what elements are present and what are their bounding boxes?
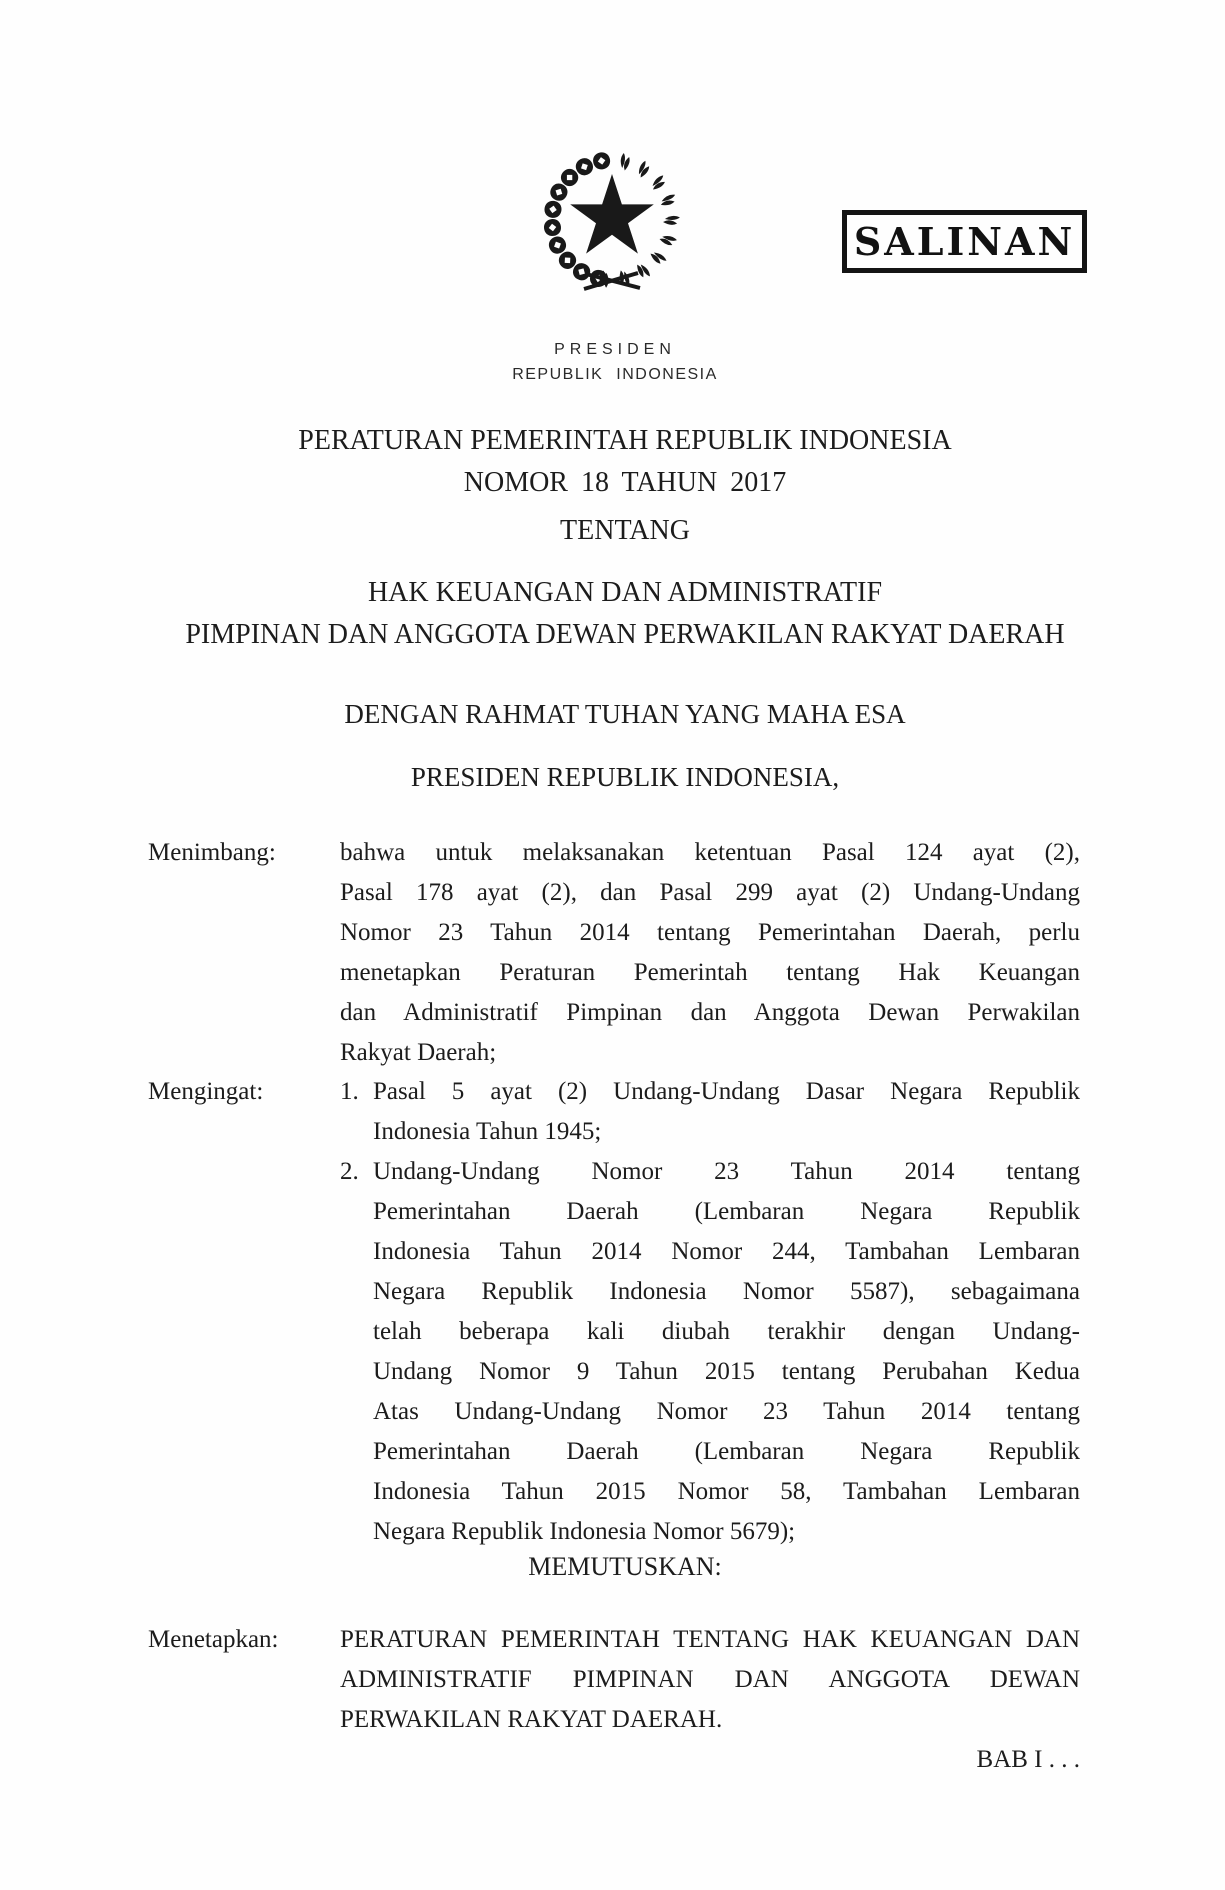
decision-heading: MEMUTUSKAN: bbox=[528, 1552, 722, 1581]
letterhead-republik-indonesia: REPUBLIK INDONESIA bbox=[512, 366, 718, 383]
text-line: Indonesia Tahun 2014 Nomor 244, Tambahan Lembaran bbox=[373, 1238, 1080, 1265]
list-item-number: 1. bbox=[340, 1078, 359, 1105]
salinan-stamp bbox=[842, 210, 1087, 273]
legal-basis-item-2 bbox=[340, 1152, 1080, 1552]
text-line: Rakyat Daerah; bbox=[340, 1039, 497, 1066]
title-tentang-line: TENTANG bbox=[560, 515, 690, 546]
legal-basis-item-1 bbox=[340, 1072, 1080, 1152]
enacting-label: Menetapkan: bbox=[148, 1626, 279, 1653]
legal-basis-item-1-text bbox=[373, 1072, 1080, 1152]
presidential-emblem bbox=[530, 148, 690, 298]
page-catchword: BAB I . . . bbox=[976, 1746, 1080, 1773]
invocation-line: DENGAN RAHMAT TUHAN YANG MAHA ESA bbox=[344, 699, 906, 729]
text-line: telah beberapa kali diubah terakhir dengan Undang- bbox=[373, 1318, 1080, 1345]
title-regulation-line: PERATURAN PEMERINTAH REPUBLIK INDONESIA bbox=[298, 425, 952, 456]
enacting-section bbox=[148, 1620, 1083, 1740]
text-line: PERWAKILAN RAKYAT DAERAH. bbox=[340, 1706, 723, 1733]
star-wreath-icon bbox=[530, 148, 690, 298]
text-line: Undang-Undang Nomor 23 Tahun 2014 tentang bbox=[373, 1158, 1080, 1185]
text-line: Pasal 5 ayat (2) Undang-Undang Dasar Negara Republik bbox=[373, 1078, 1080, 1105]
document-title bbox=[85, 424, 1165, 652]
text-line: bahwa untuk melaksanakan ketentuan Pasal 124 ayat (2), bbox=[340, 839, 1080, 866]
authority-line: PRESIDEN REPUBLIK INDONESIA, bbox=[410, 762, 840, 792]
recalling-section bbox=[148, 1072, 1083, 1552]
text-line: PERATURAN PEMERINTAH TENTANG HAK KEUANGAN DAN bbox=[340, 1626, 1080, 1653]
text-line: Atas Undang-Undang Nomor 23 Tahun 2014 tentang bbox=[373, 1398, 1080, 1425]
text-line: Negara Republik Indonesia Nomor 5679); bbox=[373, 1518, 796, 1545]
text-line: Indonesia Tahun 2015 Nomor 58, Tambahan Lembaran bbox=[373, 1478, 1080, 1505]
letterhead bbox=[315, 337, 915, 387]
text-line: Indonesia Tahun 1945; bbox=[373, 1118, 602, 1145]
title-subject-line-2: PIMPINAN DAN ANGGOTA DEWAN PERWAKILAN RAKYAT DAERAH bbox=[185, 619, 1065, 650]
considering-paragraph bbox=[340, 833, 1080, 1073]
text-line: Nomor 23 Tahun 2014 tentang Pemerintahan Daerah, perlu bbox=[340, 919, 1080, 946]
text-line: Pemerintahan Daerah (Lembaran Negara Republik bbox=[373, 1198, 1080, 1225]
list-item-number: 2. bbox=[340, 1158, 359, 1185]
title-number-line: NOMOR 18 TAHUN 2017 bbox=[463, 467, 787, 498]
text-line: Negara Republik Indonesia Nomor 5587), sebagaimana bbox=[373, 1278, 1080, 1305]
letterhead-presiden: PRESIDEN bbox=[554, 341, 676, 358]
legal-basis-item-2-text bbox=[373, 1152, 1080, 1552]
enacting-paragraph bbox=[340, 1620, 1080, 1740]
title-subject-line-1: HAK KEUANGAN DAN ADMINISTRATIF bbox=[367, 577, 883, 608]
text-line: Undang Nomor 9 Tahun 2015 tentang Perubahan Kedua bbox=[373, 1358, 1080, 1385]
considering-section bbox=[148, 833, 1083, 1073]
text-line: menetapkan Peraturan Pemerintah tentang Hak Keuangan bbox=[340, 959, 1080, 986]
considering-label: Menimbang: bbox=[148, 839, 276, 866]
recalling-label: Mengingat: bbox=[148, 1078, 264, 1105]
text-line: ADMINISTRATIF PIMPINAN DAN ANGGOTA DEWAN bbox=[340, 1666, 1080, 1693]
text-line: dan Administratif Pimpinan dan Anggota Dewan Perwakilan bbox=[340, 999, 1080, 1026]
text-line: Pemerintahan Daerah (Lembaran Negara Republik bbox=[373, 1438, 1080, 1465]
legal-basis-list bbox=[340, 1072, 1080, 1552]
salinan-stamp-label: SALINAN bbox=[853, 218, 1076, 264]
text-line: Pasal 178 ayat (2), dan Pasal 299 ayat (2) Undang-Undang bbox=[340, 879, 1080, 906]
